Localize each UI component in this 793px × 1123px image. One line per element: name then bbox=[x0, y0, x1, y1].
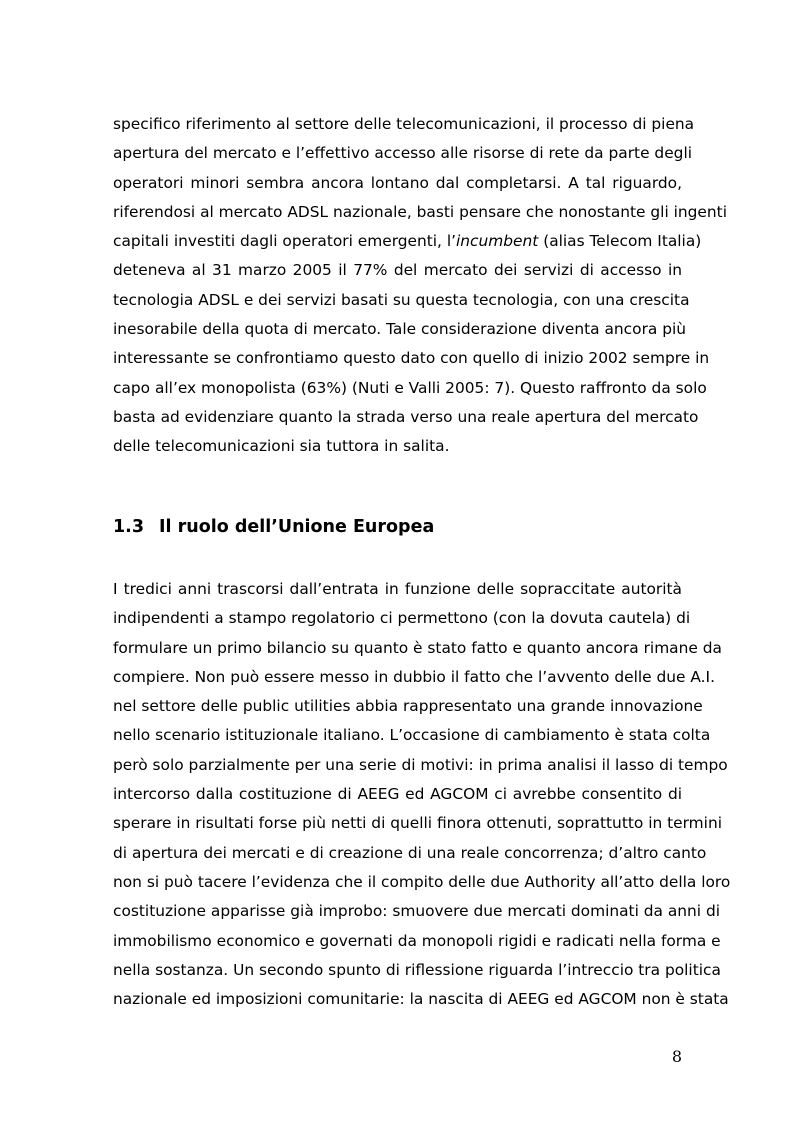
text-line: riferendosi al mercato ADSL nazionale, basti pensare che nonostante gli ingenti bbox=[113, 202, 727, 221]
page-number: 8 bbox=[671, 1047, 682, 1066]
text-line: di apertura dei mercati e di creazione di una reale concorrenza; d’altro canto bbox=[113, 843, 707, 862]
text-line: capo all’ex monopolista (63%) (Nuti e Valli 2005: 7). Questo raffronto da solo bbox=[113, 378, 707, 397]
text-line: specifico riferimento al settore delle telecomunicazioni, il processo di piena bbox=[113, 115, 695, 133]
text-line: inesorabile della quota di mercato. Tale considerazione diventa ancora più bbox=[113, 320, 687, 339]
section-number: 1.3 bbox=[113, 517, 145, 537]
text-line: non si può tacere l’evidenza che il compito delle due Authority all’atto della loro bbox=[113, 872, 731, 891]
text-segment: capitali investiti dagli operatori emergenti, l’ bbox=[113, 232, 457, 251]
text-line: deteneva al 31 marzo 2005 il 77% del mercato dei servizi di accesso in bbox=[113, 261, 682, 280]
text-line: però solo parzialmente per una serie di motivi: in prima analisi il lasso di tempo bbox=[113, 755, 728, 774]
text-line: costituzione apparisse già improbo: smuovere due mercati dominati da anni di bbox=[113, 902, 720, 921]
section-heading bbox=[113, 517, 434, 537]
text-line: apertura del mercato e l’effettivo accesso alle risorse di rete da parte degli bbox=[113, 144, 692, 163]
text-line: indipendenti a stampo regolatorio ci permettono (con la dovuta cautela) di bbox=[113, 609, 691, 628]
text-line: formulare un primo bilancio su quanto è stato fatto e quanto ancora rimane da bbox=[113, 638, 722, 657]
text-line: compiere. Non può essere messo in dubbio il fatto che l’avvento delle due A.I. bbox=[113, 667, 715, 686]
text-line: intercorso dalla costituzione di AEEG ed AGCOM ci avrebbe consentito di bbox=[113, 785, 682, 804]
text-line: nel settore delle public utilities abbia rappresentato una grande innovazione bbox=[113, 697, 703, 716]
text-line: operatori minori sembra ancora lontano dal completarsi. A tal riguardo, bbox=[113, 173, 682, 192]
document-page bbox=[113, 0, 731, 1123]
text-line: nazionale ed imposizioni comunitarie: la nascita di AEEG ed AGCOM non è stata bbox=[113, 990, 729, 1009]
text-line: I tredici anni trascorsi dall’entrata in funzione delle sopraccitate autorità bbox=[113, 580, 682, 598]
text-line: basta ad evidenziare quanto la strada verso una reale apertura del mercato bbox=[113, 407, 699, 426]
text-line: nello scenario istituzionale italiano. L’occasione di cambiamento è stata colta bbox=[113, 726, 711, 745]
body-paragraph bbox=[113, 575, 731, 1014]
text-line: immobilismo economico e governati da monopoli rigidi e radicati nella forma e bbox=[113, 931, 721, 950]
italic-term: incumbent bbox=[456, 232, 539, 251]
text-line: nella sostanza. Un secondo spunto di riflessione riguarda l’intreccio tra politica bbox=[113, 960, 721, 979]
text-line: delle telecomunicazioni sia tuttora in salita. bbox=[113, 437, 450, 456]
text-line: sperare in risultati forse più netti di quelli finora ottenuti, soprattutto in termini bbox=[113, 814, 722, 833]
section-title: Il ruolo dell’Unione Europea bbox=[159, 517, 435, 537]
text-segment: (alias Telecom Italia) bbox=[538, 232, 702, 251]
text-line bbox=[113, 227, 702, 256]
body-paragraph bbox=[113, 110, 727, 462]
text-line: interessante se confrontiamo questo dato con quello di inizio 2002 sempre in bbox=[113, 349, 710, 368]
text-line: tecnologia ADSL e dei servizi basati su questa tecnologia, con una crescita bbox=[113, 290, 690, 309]
